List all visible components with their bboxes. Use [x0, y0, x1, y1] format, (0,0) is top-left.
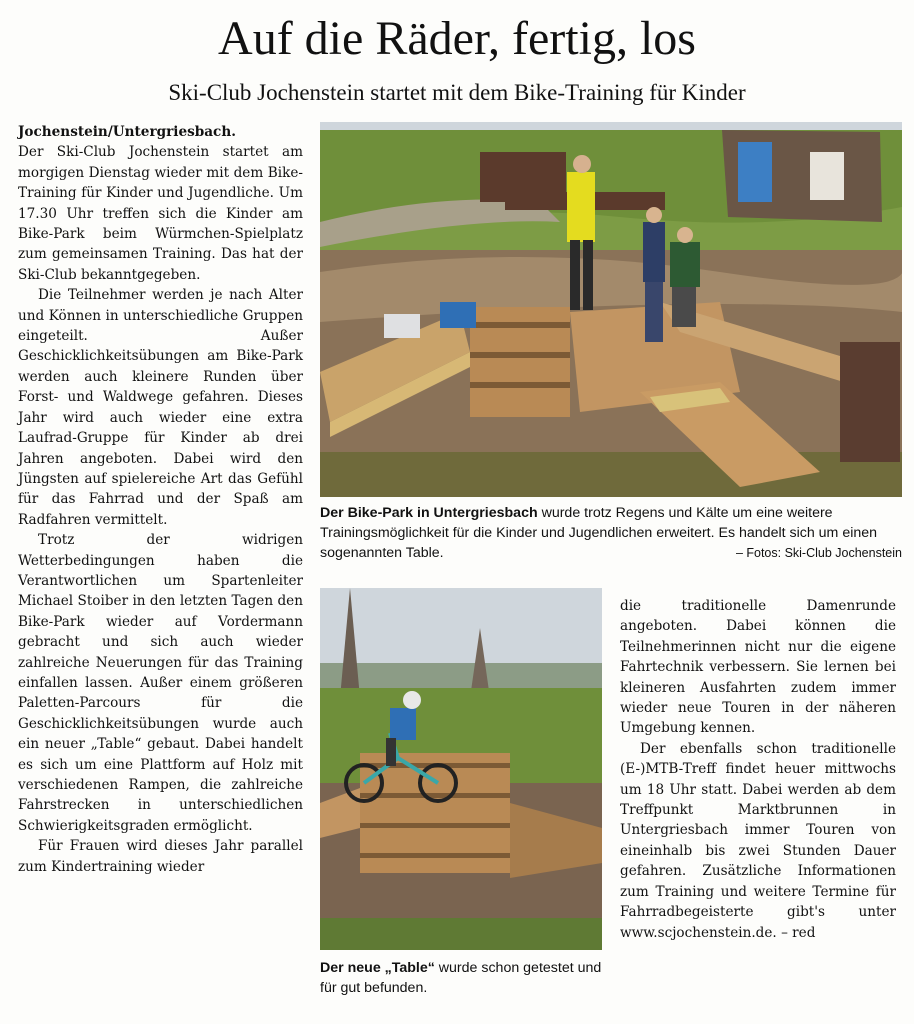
- dateline: Jochenstein/Untergriesbach.: [18, 124, 236, 140]
- article-paragraph-6: Der ebenfalls schon traditionelle (E-)MTB-Treff findet heuer mittwochs um 18 Uhr statt. Dabei werden ab dem Treffpunkt Marktbrunnen in Untergriesbach immer Touren von eineinhalb bis zwei Stunden Dauer gefahren. Zusätzliche Informationen zum Training und weitere Termine für Fahrradbegeisterte gibt's unter www.scjochenstein.de. – red: [620, 740, 896, 941]
- bike-park-photo: [320, 122, 902, 497]
- article-paragraph-4: Für Frauen wird dieses Jahr parallel zum Kindertraining wieder: [18, 838, 303, 875]
- article-column-left: [18, 122, 303, 877]
- article-paragraph-1: Jochenstein/Untergriesbach. Der Ski-Club Jochenstein startet am morgigen Dienstag wieder mit dem Bike-Training für Kinder und Jugendliche. Um 17.30 Uhr treffen sich die Kinder am Bike-Park beim Würmchen-Spielplatz zum gemeinsamen Training. Das hat der Ski-Club bekanntgegeben.: [18, 124, 303, 283]
- photo-caption-2: [320, 958, 602, 998]
- caption-1-lead: Der Bike-Park in Untergriesbach: [320, 505, 538, 521]
- article-paragraph-5: die traditionelle Damenrunde angeboten. Dabei können die Teilnehmerinnen nicht nur die eigene Fahrtechnik verbessern. Sie lernen bei kleineren Ausfahrten zudem immer wieder neue Touren in der näheren Umgebung kennen.: [620, 598, 896, 737]
- caption-2-lead: Der neue „Table“: [320, 960, 435, 976]
- caption-2-text: wurde schon getestet und für gut befunden.: [320, 960, 602, 996]
- article-paragraph-3: Trotz der widrigen Wetterbedingungen haben die Verantwortlichen um Spartenleiter Michael Stoiber in den letzten Tagen den Bike-Park wieder auf Vordermann gebracht und sich auch wieder zahlreiche Neuerungen für das Training einfallen lassen. Außer einem größeren Paletten-Parcours für die Geschicklichkeitsübungen wurde auch ein neuer „Table“ gebaut. Dabei handelt es sich um eine Plattform auf Holz mit verschiedenen Rampen, die zahlreiche Fahrstrecken in unterschiedlichen Schwierigkeitsgraden ermöglicht.: [18, 532, 303, 834]
- photo-caption-1: [320, 503, 902, 563]
- table-rider-photo: [320, 588, 602, 950]
- photo-credit: – Fotos: Ski-Club Jochenstein: [735, 546, 902, 560]
- caption-1-text: wurde trotz Regens und Kälte um eine weitere Trainingsmöglichkeit für die Kinder und Jugendlichen erweitert. Es handelt sich um einen sogenannten Table.: [320, 505, 878, 561]
- article-paragraph-2: Die Teilnehmer werden je nach Alter und Können in unterschiedliche Gruppen eingeteilt. Außer Geschicklichkeitsübungen am Bike-Park werden auch kleinere Runden über Forst- und Waldwege gefahren. Dieses Jahr wird auch wieder eine extra Laufrad-Gruppe für Kinder ab drei Jahren angeboten. Dabei wird den Jüngsten auf spielereiche Art das Gefühl für das Fahrrad und der Spaß am Radfahren vermittelt.: [18, 287, 303, 528]
- article-column-right: [620, 596, 896, 943]
- headline: Auf die Räder, fertig, los: [218, 12, 696, 65]
- subheadline: Ski-Club Jochenstein startet mit dem Bike-Training für Kinder: [168, 80, 746, 105]
